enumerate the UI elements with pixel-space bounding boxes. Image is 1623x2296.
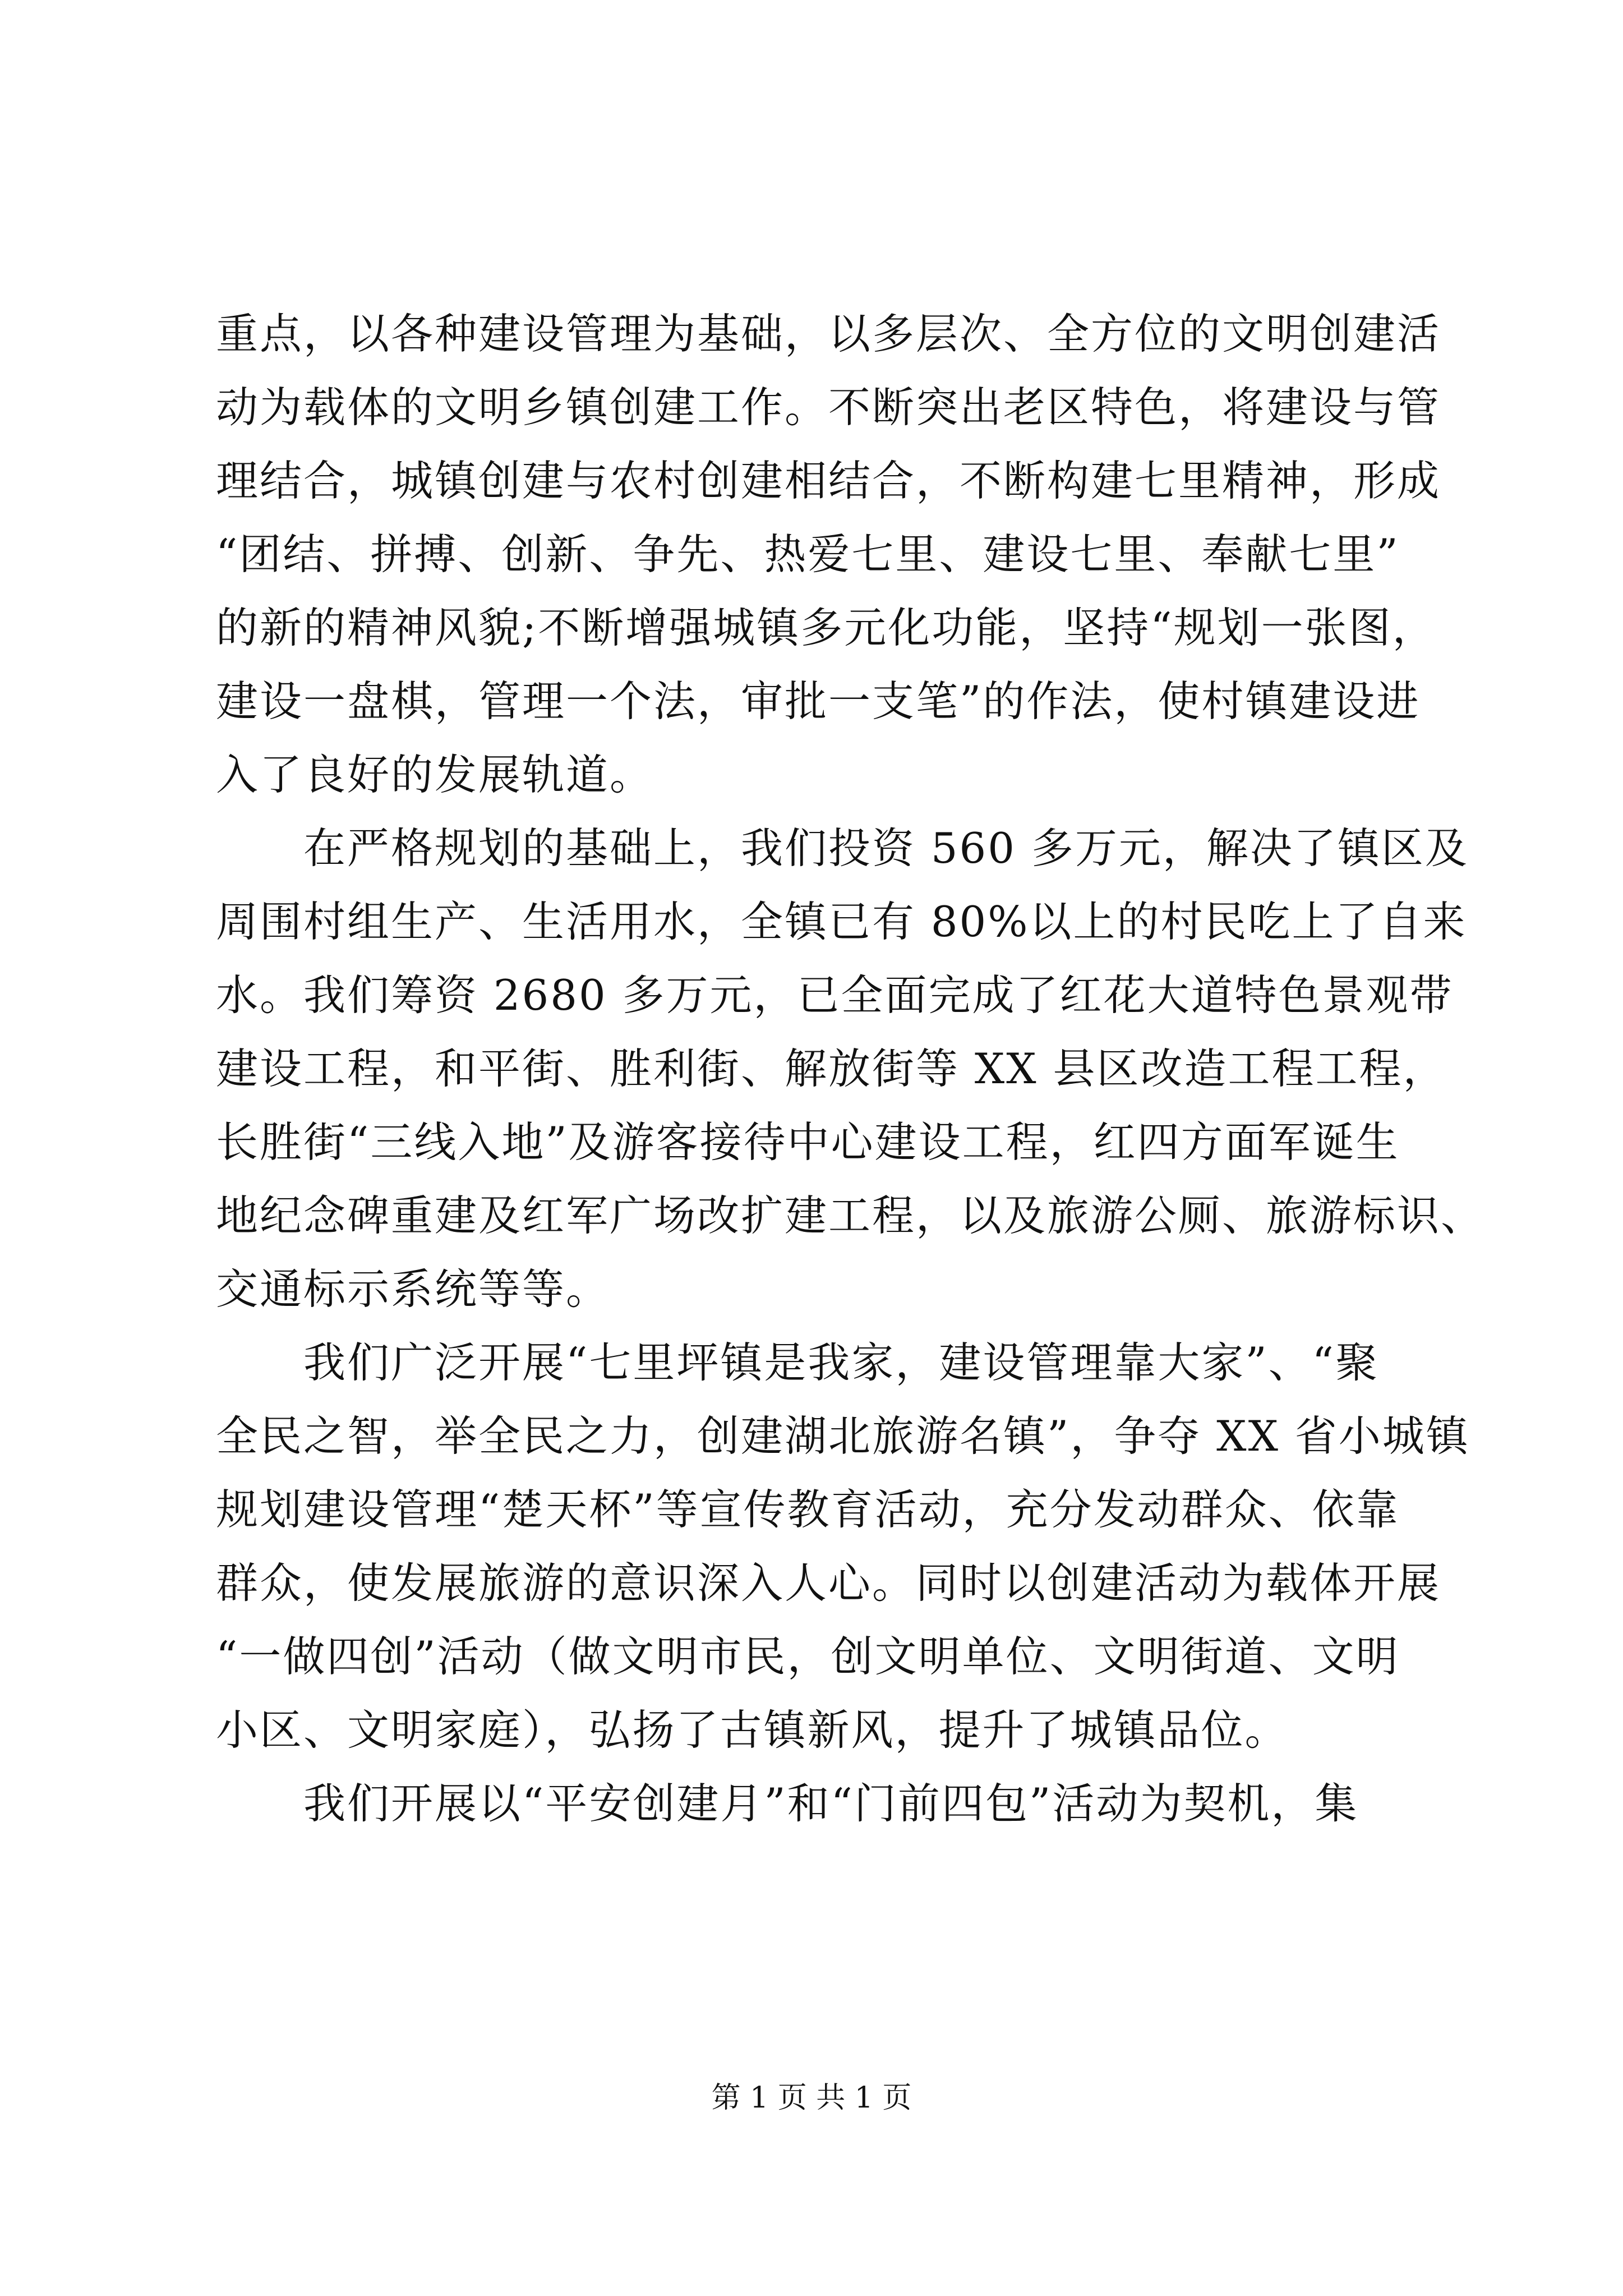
text-line: 我们开展以“平安创建月”和“门前四包”活动为契机，集 (216, 1779, 1359, 1828)
page-number-label: 第 1 页 共 1 页 (711, 2081, 912, 2115)
text-line: 规划建设管理“楚天杯”等宣传教育活动，充分发动群众、依靠 (216, 1485, 1400, 1534)
document-body (216, 297, 1485, 1841)
text-line: “一做四创”活动（做文明市民，创文明单位、文明街道、文明 (216, 1632, 1400, 1681)
page-footer (0, 2078, 1623, 2118)
text-line: 水。我们筹资 2680 多万元，已全面完成了红花大道特色景观带 (216, 970, 1454, 1020)
text-line: 地纪念碑重建及红军广场改扩建工程，以及旅游公厕、旅游标识、 (216, 1191, 1485, 1240)
text-line: 我们广泛开展“七里坪镇是我家，建设管理靠大家”、“聚 (216, 1338, 1380, 1387)
text-line: 重点，以各种建设管理为基础，以多层次、全方位的文明创建活 (216, 309, 1441, 358)
text-line: 小区、文明家庭），弘扬了古镇新风，提升了城镇品位。 (216, 1705, 1289, 1755)
text-line: 全民之智，举全民之力，创建湖北旅游名镇”，争夺 XX 省小城镇 (216, 1411, 1470, 1461)
text-line: 周围村组生产、生活用水，全镇已有 80%以上的村民吃上了自来 (216, 897, 1467, 946)
text-line: 入了良好的发展轨道。 (216, 750, 654, 799)
text-line: 交通标示系统等等。 (216, 1264, 610, 1314)
text-line: 群众，使发展旅游的意识深入人心。同时以创建活动为载体开展 (216, 1558, 1441, 1608)
text-line: 动为载体的文明乡镇创建工作。不断突出老区特色，将建设与管 (216, 383, 1441, 432)
text-line: 建设一盘棋，管理一个法，审批一支笔”的作法，使村镇建设进 (216, 677, 1421, 726)
text-line: 的新的精神风貌;不断增强城镇多元化功能，坚持“规划一张图， (216, 603, 1436, 652)
text-line: “团结、拼搏、创新、争先、热爱七里、建设七里、奉献七里” (216, 530, 1400, 579)
text-line: 在严格规划的基础上，我们投资 560 多万元，解决了镇区及 (216, 823, 1469, 873)
text-line: 建设工程，和平街、胜利街、解放街等 XX 县区改造工程工程， (216, 1044, 1447, 1093)
text-line: 长胜街“三线入地”及游客接待中心建设工程，红四方面军诞生 (216, 1117, 1400, 1167)
text-line: 理结合，城镇创建与农村创建相结合，不断构建七里精神，形成 (216, 456, 1441, 505)
